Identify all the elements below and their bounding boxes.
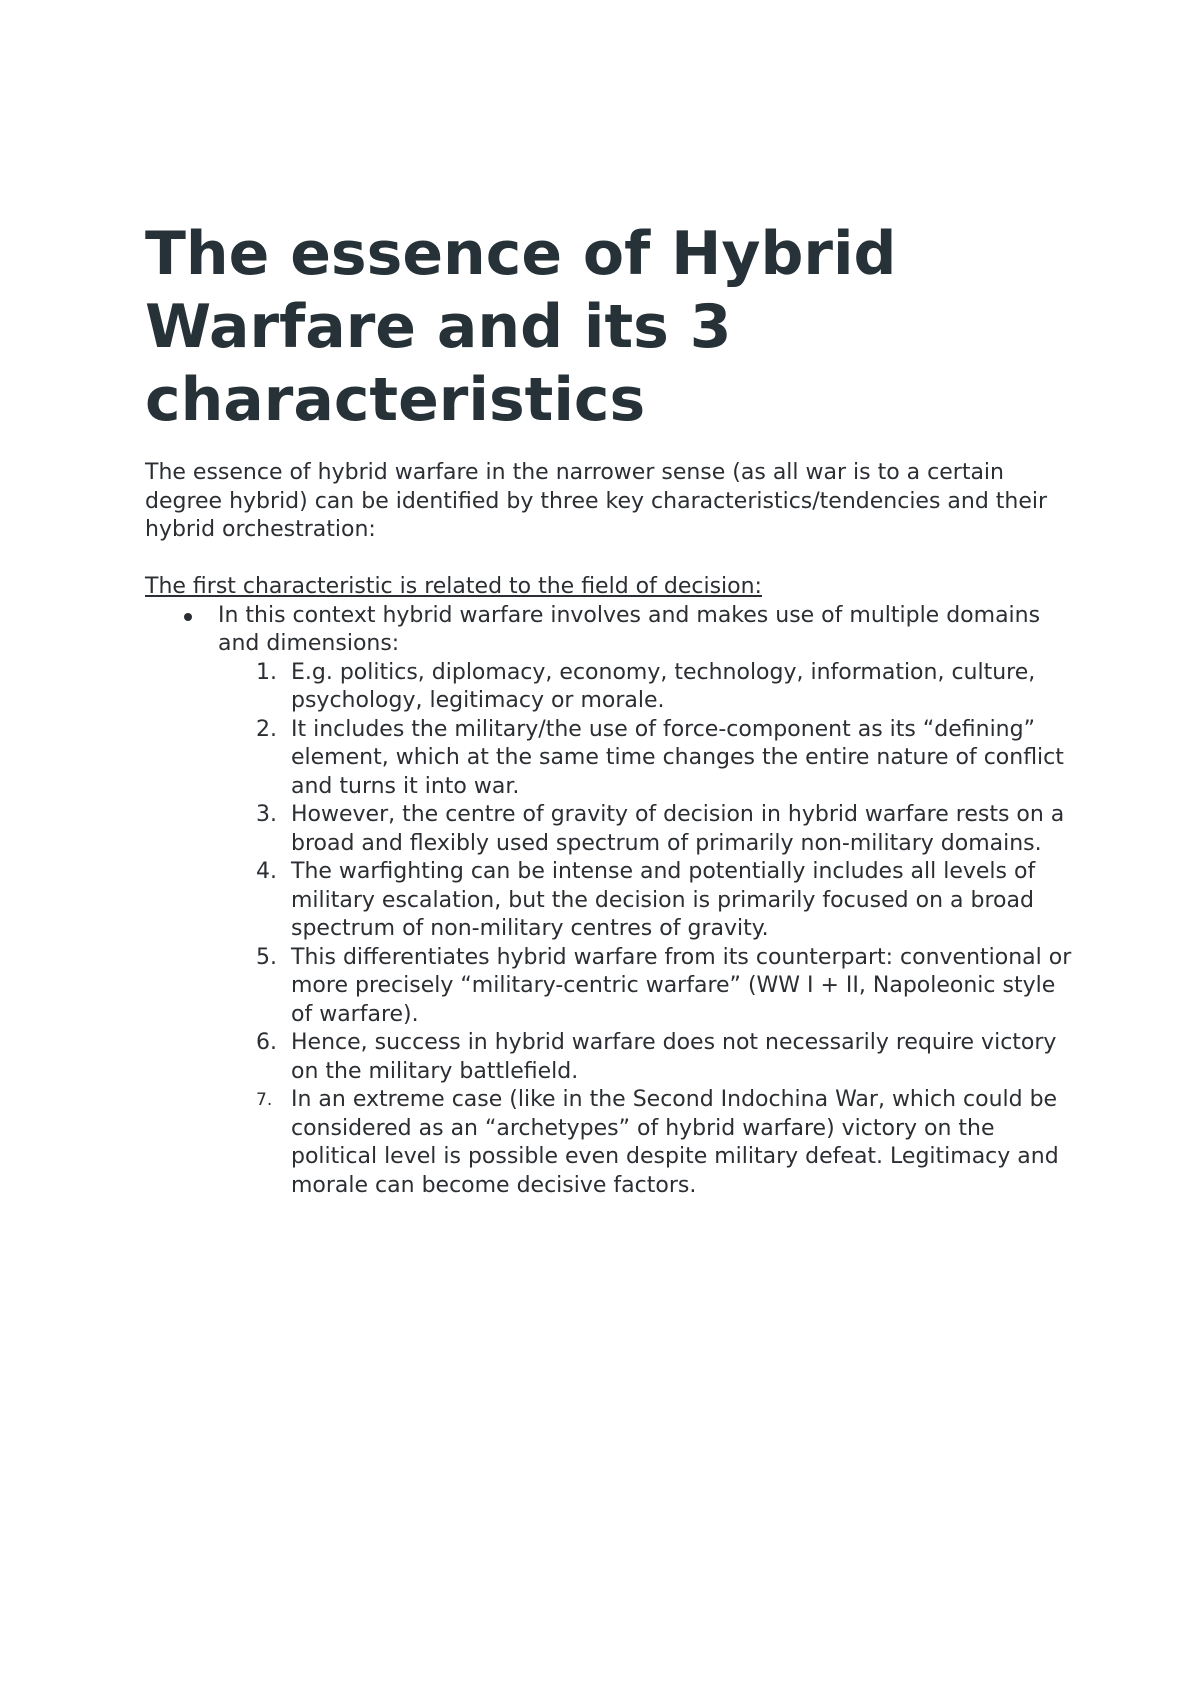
intro-paragraph: The essence of hybrid warfare in the narrower sense (as all war is to a certain degree hybrid) can be identified by three key characteristics/tendencies and their hybrid orchestration: <box>145 460 1048 542</box>
list-item-number: 6. <box>256 1030 277 1055</box>
list-item <box>218 801 1075 858</box>
list-item-number: 1. <box>256 659 277 685</box>
document-page <box>145 218 1075 1200</box>
bullet-text: In this context hybrid warfare involves and makes use of multiple domains and dimensions: <box>218 602 1041 656</box>
list-item-number: 2. <box>256 716 277 742</box>
bullet-list <box>145 602 1075 659</box>
list-item-number: 4. <box>256 859 277 884</box>
bullet-icon <box>184 613 192 621</box>
list-item-text: E.g. politics, diplomacy, economy, technology, information, culture, psychology, legitimacy or morale. <box>291 659 1036 713</box>
list-item <box>218 1086 1075 1200</box>
list-item <box>218 858 1075 944</box>
list-item-text: This differentiates hybrid warfare from its counterpart: conventional or more precisely “military-centric warfare” (WW I + II, Napoleonic style of warfare). <box>291 944 1072 1027</box>
section-heading: The first characteristic is related to the field of decision: <box>145 574 762 599</box>
list-item <box>218 944 1075 1030</box>
list-item <box>218 716 1075 802</box>
list-item-text: Hence, success in hybrid warfare does not necessarily require victory on the military battlefield. <box>291 1030 1057 1084</box>
list-item-text: However, the centre of gravity of decision in hybrid warfare rests on a broad and flexibly used spectrum of primarily non-military domains. <box>291 802 1065 856</box>
list-item-number: 7. <box>256 1090 273 1110</box>
numbered-list <box>145 659 1075 1201</box>
list-item <box>218 1029 1075 1086</box>
list-item-text: In an extreme case (like in the Second Indochina War, which could be considered as an “archetypes” of hybrid warfare) victory on the political level is possible even despite military defeat. Legitimacy and morale can become decisive factors. <box>291 1087 1059 1198</box>
list-item-number: 5. <box>256 944 277 970</box>
list-item-number: 3. <box>256 802 277 827</box>
document-title: The essence of Hybrid Warfare and its 3 characteristics <box>145 219 897 435</box>
blank-line <box>145 545 1075 574</box>
list-item <box>218 659 1075 716</box>
list-item-text: It includes the military/the use of force-component as its “defining” element, which at the same time changes the entire nature of conflict and turns it into war. <box>291 716 1064 799</box>
bullet-item <box>145 602 1075 659</box>
list-item-text: The warfighting can be intense and potentially includes all levels of military escalation, but the decision is primarily focused on a broad spectrum of non-military centres of gravity. <box>291 859 1036 941</box>
